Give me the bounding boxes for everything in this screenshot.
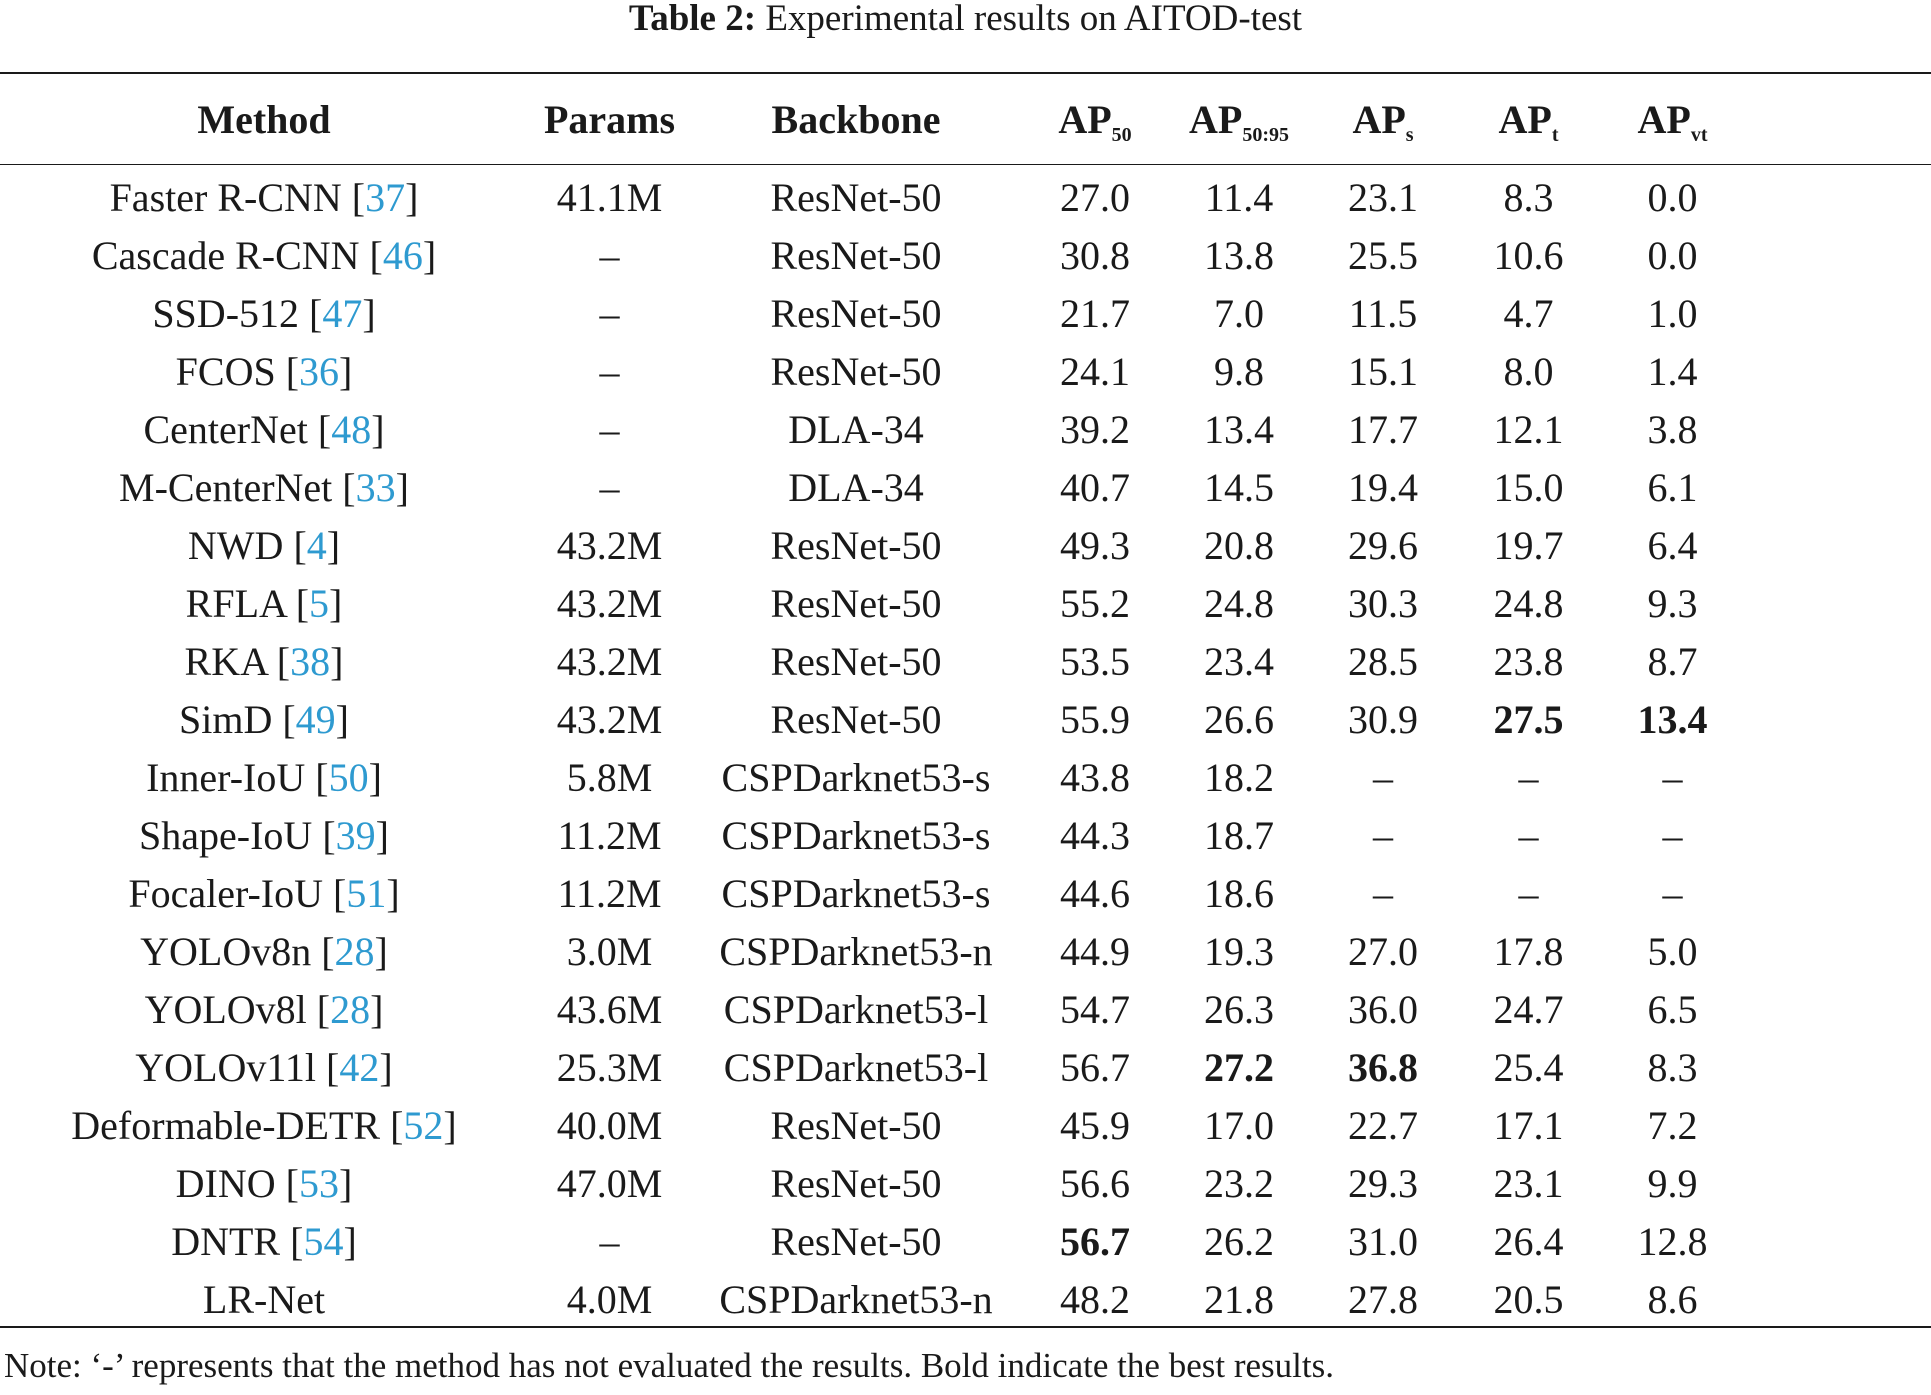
row-spacer [1745,1270,1931,1328]
table-row [0,690,1931,748]
row-spacer [1745,1096,1931,1154]
params-cell: 40.0M [556,1102,663,1148]
ap50-cell: 49.3 [1060,522,1130,568]
backbone-cell: ResNet-50 [770,1218,942,1264]
apt-cell: 24.7 [1493,986,1564,1032]
apvt-cell: 6.5 [1647,986,1698,1032]
ap50-cell: 45.9 [1060,1102,1130,1148]
aps-cell: – [1373,754,1393,800]
apt-cell: 23.1 [1493,1160,1564,1206]
method-cell: DINO [53] [175,1160,353,1206]
ap50-cell: 21.7 [1060,290,1130,336]
ap5095-cell: 18.2 [1204,754,1274,800]
backbone-cell: ResNet-50 [770,232,942,278]
method-cell: NWD [4] [187,522,341,568]
apvt-cell: 13.4 [1637,696,1708,742]
apt-cell: 8.0 [1503,348,1554,394]
header-aps-base: AP [1352,96,1406,142]
ap5095-cell: 20.8 [1204,522,1274,568]
aps-cell: 30.3 [1348,580,1418,626]
method-name: YOLOv11l [135,1044,317,1090]
table-note: Note: ‘-’ represents that the method has not evaluated the results. Bold indicate the best results. [4,1346,1334,1385]
citation-link[interactable]: 28 [334,928,375,974]
ap50-cell: 24.1 [1060,348,1130,394]
ap5095-cell: 13.4 [1204,406,1274,452]
backbone-cell: ResNet-50 [770,580,942,626]
citation-link[interactable]: 51 [346,870,387,916]
params-cell: – [599,464,620,510]
aps-cell: – [1373,870,1393,916]
header-backbone: Backbone [771,96,941,142]
header-apt-base: AP [1498,96,1552,142]
table-caption-label: Table 2: [628,0,757,39]
aps-cell: 17.7 [1348,406,1418,452]
header-spacer [1745,74,1931,164]
backbone-cell: CSPDarknet53-s [721,870,991,916]
ap50-cell: 55.2 [1060,580,1130,626]
header-ap50-base: AP [1058,96,1112,142]
header-ap5095-sub: 50:95 [1242,123,1289,146]
apt-cell: 17.8 [1493,928,1564,974]
apvt-cell: 9.3 [1647,580,1698,626]
citation-link[interactable]: 48 [331,406,372,452]
table-row [0,1270,1931,1328]
ap50-cell: 56.7 [1060,1044,1130,1090]
aps-cell: 22.7 [1348,1102,1418,1148]
apt-cell: 19.7 [1493,522,1564,568]
row-spacer [1745,226,1931,284]
row-spacer [1745,806,1931,864]
ap5095-cell: 13.8 [1204,232,1274,278]
method-cell: Focaler-IoU [51] [128,870,400,916]
ap50-cell: 44.3 [1060,812,1130,858]
table-row [0,632,1931,690]
ap5095-cell: 14.5 [1204,464,1274,510]
apt-cell: 8.3 [1503,174,1554,220]
row-spacer [1745,922,1931,980]
apvt-cell: 8.7 [1647,638,1698,684]
header-apt [1457,74,1600,164]
apt-cell: 24.8 [1493,580,1564,626]
apt-cell: 4.7 [1503,290,1554,336]
apvt-cell: 9.9 [1647,1160,1698,1206]
ap50-cell: 56.6 [1060,1160,1130,1206]
method-cell: Cascade R-CNN [46] [91,232,437,278]
backbone-cell: CSPDarknet53-n [719,1276,993,1322]
backbone-cell: DLA-34 [788,464,924,510]
method-name: Faster R-CNN [109,174,342,220]
backbone-cell: ResNet-50 [770,1160,942,1206]
backbone-cell: DLA-34 [788,406,924,452]
apvt-cell: 12.8 [1637,1218,1708,1264]
params-cell: 11.2M [557,870,662,916]
apt-cell: 23.8 [1493,638,1564,684]
method-name: NWD [187,522,284,568]
params-cell: – [599,406,620,452]
params-cell: 11.2M [557,812,662,858]
ap50-cell: 48.2 [1060,1276,1130,1322]
backbone-cell: ResNet-50 [770,290,942,336]
ap50-cell: 44.9 [1060,928,1130,974]
ap5095-cell: 27.2 [1204,1044,1274,1090]
citation-link[interactable]: 42 [339,1044,380,1090]
apt-cell: – [1518,754,1539,800]
params-cell: – [599,290,620,336]
method-name: DINO [175,1160,276,1206]
row-spacer [1745,400,1931,458]
apt-cell: 20.5 [1493,1276,1564,1322]
ap5095-cell: 11.4 [1204,174,1274,220]
apt-cell: 10.6 [1493,232,1564,278]
row-spacer [1745,690,1931,748]
ap50-cell: 56.7 [1060,1218,1130,1264]
apvt-cell: – [1662,870,1683,916]
method-name: RKA [184,638,267,684]
row-spacer [1745,864,1931,922]
apt-cell: 25.4 [1493,1044,1564,1090]
params-cell: 5.8M [566,754,653,800]
apvt-cell: 6.1 [1647,464,1698,510]
method-name: SSD-512 [152,290,300,336]
header-params: Params [543,96,676,142]
table-row [0,980,1931,1038]
table-row [0,1038,1931,1096]
ap5095-cell: 23.2 [1204,1160,1274,1206]
citation-link[interactable]: 28 [330,986,371,1032]
method-cell: Deformable-DETR [52] [71,1102,457,1148]
aps-cell: 31.0 [1348,1218,1418,1264]
row-spacer [1745,1212,1931,1270]
ap50-cell: 39.2 [1060,406,1130,452]
params-cell: 4.0M [566,1276,653,1322]
table-row [0,516,1931,574]
citation-link[interactable]: 52 [403,1102,444,1148]
aps-cell: 27.8 [1348,1276,1418,1322]
aps-cell: 36.0 [1348,986,1418,1032]
ap5095-cell: 26.6 [1204,696,1274,742]
citation-link[interactable]: 5 [309,580,330,626]
params-cell: – [599,1218,620,1264]
aps-cell: 11.5 [1348,290,1418,336]
apt-cell: 15.0 [1493,464,1564,510]
citation-link[interactable]: 50 [328,754,369,800]
citation-link[interactable]: 4 [306,522,327,568]
table-row [0,864,1931,922]
header-ap5095 [1169,74,1309,164]
aps-cell: 19.4 [1348,464,1418,510]
apvt-cell: 0.0 [1647,232,1698,278]
method-cell: Faster R-CNN [37] [109,174,419,220]
table-row [0,458,1931,516]
table-row [0,1096,1931,1154]
apvt-cell: 1.4 [1647,348,1698,394]
method-cell: SSD-512 [47] [152,290,376,336]
row-spacer [1745,980,1931,1038]
ap5095-cell: 21.8 [1204,1276,1274,1322]
method-cell: RFLA [5] [185,580,343,626]
ap5095-cell: 17.0 [1204,1102,1274,1148]
ap5095-cell: 24.8 [1204,580,1274,626]
row-spacer [1745,342,1931,400]
method-name: DNTR [171,1218,281,1264]
citation-link[interactable]: 53 [298,1160,339,1206]
citation-link[interactable]: 36 [299,348,340,394]
aps-cell: 23.1 [1348,174,1418,220]
ap5095-cell: 7.0 [1214,290,1264,336]
method-cell: YOLOv8l [28] [144,986,384,1032]
apvt-cell: 0.0 [1647,174,1698,220]
params-cell: 43.2M [556,522,663,568]
method-cell: M-CenterNet [33] [119,464,409,510]
apvt-cell: 5.0 [1647,928,1698,974]
method-name: FCOS [175,348,276,394]
apt-cell: – [1518,812,1539,858]
citation-link[interactable]: 46 [382,232,423,278]
method-name: SimD [178,696,273,742]
aps-cell: 15.1 [1348,348,1418,394]
backbone-cell: CSPDarknet53-s [721,754,991,800]
table-row [0,342,1931,400]
citation-link[interactable]: 49 [295,696,336,742]
method-cell: YOLOv8n [28] [140,928,388,974]
method-name: Focaler-IoU [128,870,323,916]
method-name: LR-Net [202,1276,326,1322]
method-cell [0,1270,528,1328]
params-cell: 47.0M [556,1160,663,1206]
method-name: CenterNet [143,406,308,452]
row-spacer [1745,1038,1931,1096]
params-cell: 3.0M [566,928,653,974]
row-spacer [1745,574,1931,632]
aps-cell: 30.9 [1348,696,1418,742]
apvt-cell: 3.8 [1647,406,1698,452]
backbone-cell: ResNet-50 [770,348,942,394]
method-cell: YOLOv11l [42] [135,1044,393,1090]
params-cell: – [599,232,620,278]
method-cell: FCOS [36] [175,348,353,394]
row-spacer [1745,1154,1931,1212]
method-cell: DNTR [54] [171,1218,357,1264]
aps-cell: 29.6 [1348,522,1418,568]
backbone-cell: CSPDarknet53-n [719,928,993,974]
table-row [0,1212,1931,1270]
params-cell: 43.6M [556,986,663,1032]
header-apvt-base: AP [1637,96,1691,142]
backbone-cell: ResNet-50 [770,638,942,684]
backbone-cell: ResNet-50 [770,174,942,220]
params-cell: 43.2M [556,580,663,626]
row-spacer [1745,632,1931,690]
ap50-cell: 53.5 [1060,638,1130,684]
ap5095-cell: 19.3 [1204,928,1274,974]
aps-cell: 29.3 [1348,1160,1418,1206]
results-table [0,74,1931,1328]
table-caption [0,0,1931,44]
method-cell: CenterNet [48] [143,406,385,452]
header-ap50 [1021,74,1169,164]
ap50-cell: 44.6 [1060,870,1130,916]
results-body [0,164,1931,1328]
apt-cell: 26.4 [1493,1218,1564,1264]
row-spacer [1745,748,1931,806]
table-row [0,284,1931,342]
method-cell: Shape-IoU [39] [139,812,389,858]
ap50-cell: 55.9 [1060,696,1130,742]
citation-link[interactable]: 37 [365,174,406,220]
table-row [0,574,1931,632]
header-apvt-sub: vt [1690,123,1708,146]
apvt-cell: – [1662,754,1683,800]
apvt-cell: 8.3 [1647,1044,1698,1090]
method-name: M-CenterNet [119,464,333,510]
row-spacer [1745,164,1931,226]
aps-cell: 28.5 [1348,638,1418,684]
header-apvt [1600,74,1745,164]
params-cell: – [599,348,620,394]
citation-link[interactable]: 39 [335,812,376,858]
apt-cell: 17.1 [1493,1102,1564,1148]
ap50-cell: 27.0 [1060,174,1130,220]
backbone-cell: ResNet-50 [770,522,942,568]
apvt-cell: 7.2 [1647,1102,1698,1148]
method-name: Shape-IoU [139,812,313,858]
ap5095-cell: 18.6 [1204,870,1274,916]
apvt-cell: – [1662,812,1683,858]
table-row [0,748,1931,806]
header-aps-sub: s [1405,123,1414,146]
params-cell: 43.2M [556,638,663,684]
method-name: YOLOv8l [144,986,307,1032]
aps-cell: – [1373,812,1393,858]
apvt-cell: 1.0 [1647,290,1698,336]
ap5095-cell: 18.7 [1204,812,1274,858]
method-name: RFLA [185,580,286,626]
row-spacer [1745,516,1931,574]
backbone-cell: CSPDarknet53-s [721,812,991,858]
aps-cell: 27.0 [1348,928,1418,974]
header-ap50-sub: 50 [1111,123,1132,146]
params-cell: 43.2M [556,696,663,742]
method-name: YOLOv8n [140,928,312,974]
ap5095-cell: 9.8 [1214,348,1264,394]
table-caption-text: Experimental results on AITOD-test [765,0,1303,39]
backbone-cell: CSPDarknet53-l [723,1044,989,1090]
ap5095-cell: 26.2 [1204,1218,1274,1264]
citation-link[interactable]: 33 [355,464,396,510]
method-cell: SimD [49] [178,696,349,742]
ap50-cell: 54.7 [1060,986,1130,1032]
header-apt-sub: t [1551,123,1559,146]
params-cell: 41.1M [556,174,663,220]
citation-link[interactable]: 38 [290,638,331,684]
header-method: Method [197,96,331,142]
row-spacer [1745,284,1931,342]
params-cell: 25.3M [556,1044,663,1090]
ap50-cell: 40.7 [1060,464,1130,510]
apvt-cell: 6.4 [1647,522,1698,568]
apt-cell: 12.1 [1493,406,1564,452]
table-row [0,226,1931,284]
row-spacer [1745,458,1931,516]
apvt-cell: 8.6 [1647,1276,1698,1322]
method-name: Cascade R-CNN [91,232,360,278]
table-row [0,806,1931,864]
ap50-cell: 43.8 [1060,754,1130,800]
apt-cell: 27.5 [1493,696,1564,742]
citation-link[interactable]: 54 [303,1218,344,1264]
ap5095-cell: 26.3 [1204,986,1274,1032]
apt-cell: – [1518,870,1539,916]
header-ap5095-base: AP [1189,96,1243,142]
header-row [0,74,1931,164]
method-name: Deformable-DETR [71,1102,381,1148]
citation-link[interactable]: 47 [322,290,363,336]
backbone-cell: ResNet-50 [770,1102,942,1148]
table-row [0,400,1931,458]
method-name: Inner-IoU [146,754,306,800]
header-aps [1309,74,1457,164]
table-row [0,922,1931,980]
aps-cell: 25.5 [1348,232,1418,278]
method-cell: RKA [38] [184,638,344,684]
method-cell: Inner-IoU [50] [146,754,382,800]
table-row [0,1154,1931,1212]
table-row [0,164,1931,226]
ap50-cell: 30.8 [1060,232,1130,278]
backbone-cell: CSPDarknet53-l [723,986,989,1032]
ap5095-cell: 23.4 [1204,638,1274,684]
backbone-cell: ResNet-50 [770,696,942,742]
aps-cell: 36.8 [1348,1044,1418,1090]
